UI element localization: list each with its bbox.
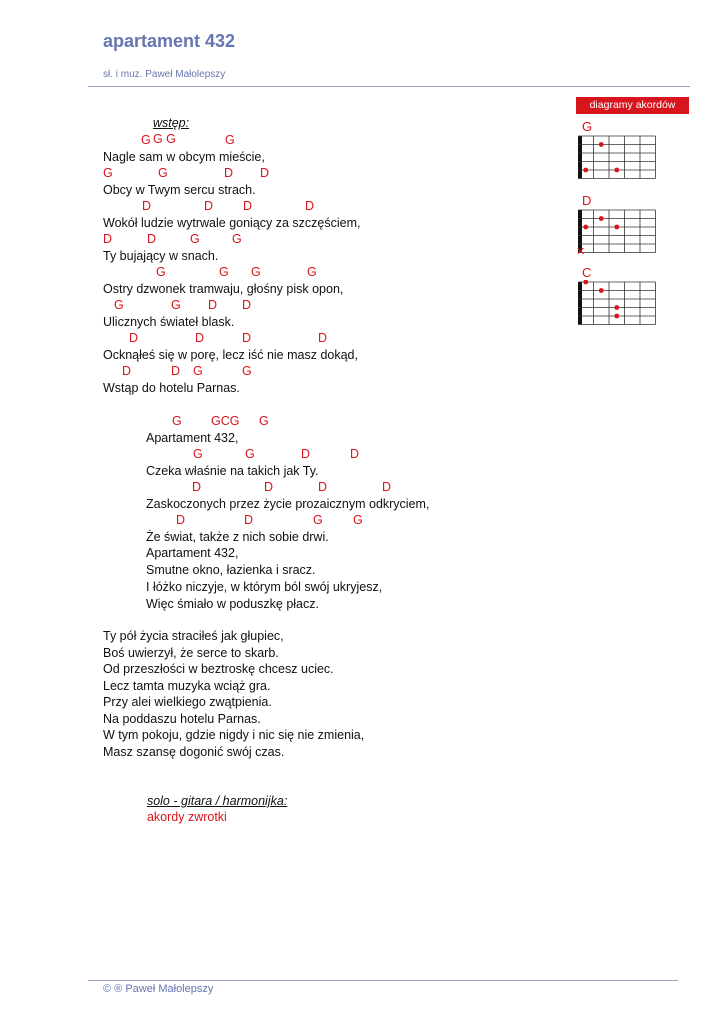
fretboard-nut (578, 282, 582, 325)
finger-dot (583, 225, 588, 230)
solo-label: solo - gitara / harmonijka: (146, 794, 288, 808)
footer-divider (88, 980, 678, 981)
chord-line: D (122, 364, 132, 378)
chord-line: D (301, 447, 311, 461)
chord-line: D (192, 480, 202, 494)
chord-line: D (318, 480, 328, 494)
chord-line: D (260, 166, 270, 180)
song-title: apartament 432 (103, 31, 236, 51)
chord-line: D (242, 298, 252, 312)
fretboard-nut (578, 136, 582, 179)
chord-line: G (219, 265, 229, 279)
lyric-line: Ocknąłeś się w porę, lecz iść nie masz dokąd, (103, 348, 358, 362)
lyric-line: Apartament 432, (146, 431, 239, 445)
lyric-line: W tym pokoju, gdzie nigdy i nic się nie zmienia, (103, 728, 365, 742)
lyric-line: Ostry dzwonek tramwaju, głośny pisk opon, (103, 282, 344, 296)
lyric-line: Masz szansę dogonić swój czas. (103, 745, 285, 759)
chord-line: D (318, 331, 328, 345)
chord-line: G (156, 265, 166, 279)
chord-line: G (193, 364, 203, 378)
finger-dot (583, 280, 588, 284)
chord-line: G (190, 232, 200, 246)
lyric-line: Obcy w Twym sercu strach. (103, 183, 256, 197)
chord-diagram-name: G (582, 119, 593, 134)
solo-chords: akordy zwrotki (146, 810, 227, 824)
chord-line: G (307, 265, 317, 279)
lyric-line: Ty pół życia straciłeś jak głupiec, (103, 629, 284, 643)
chord-line: D (224, 166, 234, 180)
finger-dot (599, 142, 604, 147)
lyric-line: Ty bujający w snach. (103, 249, 219, 263)
chord-line: G (172, 414, 182, 428)
lyric-line: Apartament 432, (146, 546, 239, 560)
chord-line: D (142, 199, 152, 213)
chord-line: D (242, 331, 252, 345)
finger-dot (614, 305, 619, 310)
chord-line: G (242, 364, 252, 378)
chord-diagram-d (576, 194, 686, 264)
chord-diagram-name: D (582, 193, 592, 208)
lyric-line: Boś uwierzył, że serce to skarb. (103, 646, 279, 660)
chord-line: G (245, 447, 255, 461)
muted-string-icon: ✕ (576, 245, 586, 258)
finger-dot (614, 314, 619, 319)
chord-diagram-name: C (582, 265, 592, 280)
lyric-line: Zaskoczonych przez życie prozaicznym odkryciem, (146, 497, 430, 511)
chord-line: D (382, 480, 392, 494)
lyric-line: Przy alei wielkiego zwątpienia. (103, 695, 272, 709)
chord-diagram-g (576, 120, 686, 190)
chord-line: D (147, 232, 157, 246)
lyric-line: Na poddaszu hotelu Parnas. (103, 712, 261, 726)
lyric-line: Że świat, także z nich sobie drwi. (146, 530, 329, 544)
chord-line: G (225, 133, 235, 147)
fretboard (576, 280, 656, 330)
chord-line: D (129, 331, 139, 345)
lyric-line: Lecz tamta muzyka wciąż gra. (103, 679, 271, 693)
chord-line: D (204, 199, 214, 213)
lyric-line: I łóżko niczyje, w którym ból swój ukryjesz, (146, 580, 383, 594)
chord-line: G (232, 232, 242, 246)
chord-line: D (208, 298, 218, 312)
chord-line: G (158, 166, 168, 180)
intro-label: wstęp: (152, 116, 190, 130)
lyric-line: Ulicznych świateł blask. (103, 315, 235, 329)
chord-line: D (244, 513, 254, 527)
chord-line: GCG (211, 414, 240, 428)
chord-line: G (353, 513, 363, 527)
finger-dot (614, 168, 619, 173)
copyright: © ® Paweł Małolepszy (103, 983, 214, 995)
chord-line: D (195, 331, 205, 345)
chord-line: D (305, 199, 315, 213)
chord-line: G (259, 414, 269, 428)
chord-diagram-c (576, 266, 686, 336)
chord-line: G (251, 265, 261, 279)
fretboard (576, 134, 656, 184)
finger-dot (583, 168, 588, 173)
lyric-line: Smutne okno, łazienka i sracz. (146, 563, 316, 577)
lyric-line: Wokół ludzie wytrwale goniący za szczęściem, (103, 216, 361, 230)
solo-line (140, 777, 287, 825)
chord-diagrams-header: diagramy akordów (576, 97, 689, 114)
fretboard (576, 208, 656, 258)
chord-line: D (264, 480, 274, 494)
lyric-line: Od przeszłości w beztroskę chcesz uciec. (103, 662, 334, 676)
intro-chords: G G (152, 132, 176, 146)
lyric-line: Więc śmiało w poduszkę płacz. (146, 597, 319, 611)
chord-line: D (350, 447, 360, 461)
lyric-line: Nagle sam w obcym mieście, (103, 150, 265, 164)
chord-line: D (171, 364, 181, 378)
chord-line: G (313, 513, 323, 527)
chord-line: G (141, 133, 151, 147)
chord-line: D (103, 232, 113, 246)
chord-line: G (114, 298, 124, 312)
lyric-line: Wstąp do hotelu Parnas. (103, 381, 240, 395)
finger-dot (599, 288, 604, 293)
chord-line: G (193, 447, 203, 461)
chord-line: G (103, 166, 113, 180)
finger-dot (599, 216, 604, 221)
chord-line: D (176, 513, 186, 527)
chord-line: G (171, 298, 181, 312)
lyric-line: Czeka właśnie na takich jak Ty. (146, 464, 319, 478)
finger-dot (614, 225, 619, 230)
chord-line: D (243, 199, 253, 213)
song-authors: sł. i muz. Paweł Małolepszy (103, 69, 226, 80)
